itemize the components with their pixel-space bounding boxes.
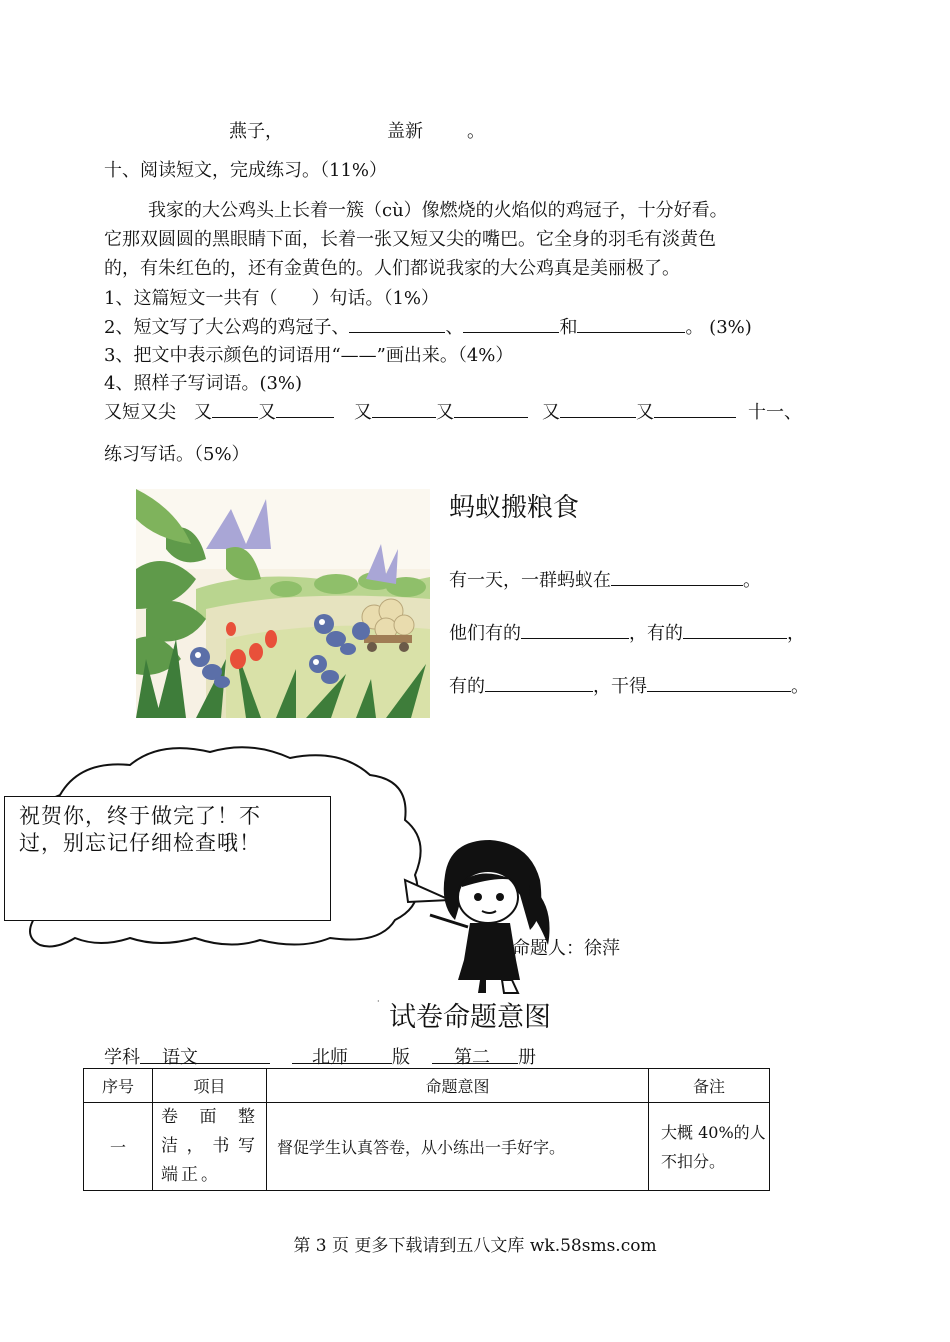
- speech-bubble: 祝贺你，终于做完了！不 过，别忘记仔细检查哦！: [4, 796, 331, 921]
- answer-blank[interactable]: [463, 314, 559, 333]
- edition-value: 北师: [292, 1043, 392, 1064]
- subject-value: 语文: [140, 1043, 270, 1064]
- answer-blank[interactable]: [560, 399, 636, 418]
- section-10-heading: 十、阅读短文，完成练习。（11%）: [104, 160, 388, 181]
- ant-picture: [136, 489, 430, 718]
- answer-blank[interactable]: [647, 673, 791, 692]
- volume-value: 第二: [432, 1043, 518, 1064]
- question-3: 3、把文中表示颜色的词语用“——”画出来。（4%）: [104, 345, 514, 366]
- row-intent: 督促学生认真答卷，从小练出一手好字。: [267, 1103, 649, 1191]
- intent-table: [83, 1068, 770, 1191]
- header-cell: 序号: [84, 1069, 153, 1103]
- answer-blank[interactable]: [521, 620, 629, 639]
- reading-passage: [104, 196, 849, 283]
- passage-line: 它那双圆圆的黑眼睛下面，长着一张又短又尖的嘴巴。它全身的羽毛有淡黄色: [104, 229, 716, 250]
- fill-line-swallow: 燕子， 盖新 。: [229, 121, 485, 142]
- row-note: 大概 40%的人不扣分。: [649, 1103, 770, 1191]
- table-header-row: [84, 1069, 770, 1103]
- row-number: 一: [84, 1103, 153, 1191]
- header-cell: 备注: [649, 1069, 770, 1103]
- question-1: 1、这篇短文一共有（ ）句话。（1%）: [104, 288, 440, 309]
- question-4-answers: 又短又尖 又 又 又 又 又 又 十一、: [104, 398, 802, 424]
- header-cell: 项目: [153, 1069, 267, 1103]
- writing-title: 蚂蚁搬粮食: [449, 493, 580, 523]
- author-line: 命题人：徐萍: [512, 938, 620, 959]
- answer-blank[interactable]: [276, 399, 334, 418]
- writing-line-1: 有一天，一群蚂蚁在 。: [449, 566, 761, 592]
- answer-blank[interactable]: [485, 673, 593, 692]
- answer-blank[interactable]: [683, 620, 787, 639]
- answer-blank[interactable]: [577, 314, 685, 333]
- passage-line: 的，有朱红色的，还有金黄色的。人们都说我家的大公鸡真是美丽极了。: [104, 258, 680, 279]
- answer-blank[interactable]: [372, 399, 436, 418]
- header-cell: 命题意图: [267, 1069, 649, 1103]
- section-11-heading: 练习写话。（5%）: [104, 444, 250, 465]
- answer-blank[interactable]: [611, 567, 743, 586]
- stray-mark: ·: [377, 997, 380, 1006]
- writing-line-3: 有的 ，干得 。: [449, 672, 809, 698]
- cartoon-girl-illustration: [420, 835, 560, 995]
- writing-line-2: 他们有的 ，有的 ，: [449, 619, 805, 645]
- row-item: 卷面整洁，书写端正。: [153, 1103, 267, 1191]
- question-2: 2、短文写了大公鸡的鸡冠子、 、 和 。 (3%): [104, 313, 752, 339]
- answer-blank[interactable]: [212, 399, 258, 418]
- passage-line: 我家的大公鸡头上长着一簇（cù）像燃烧的火焰似的鸡冠子，十分好看。: [148, 200, 728, 221]
- answer-blank[interactable]: [454, 399, 528, 418]
- question-4: 4、照样子写词语。(3%): [104, 373, 303, 394]
- page-footer: 第 3 页 更多下载请到五八文库 wk.58sms.com: [293, 1236, 657, 1256]
- answer-blank[interactable]: [349, 314, 445, 333]
- answer-blank[interactable]: [654, 399, 736, 418]
- intent-title: 试卷命题意图: [389, 1002, 551, 1033]
- table-row: [84, 1103, 770, 1191]
- subject-line: 学科 语文 北师 版 第二 册: [104, 1043, 536, 1069]
